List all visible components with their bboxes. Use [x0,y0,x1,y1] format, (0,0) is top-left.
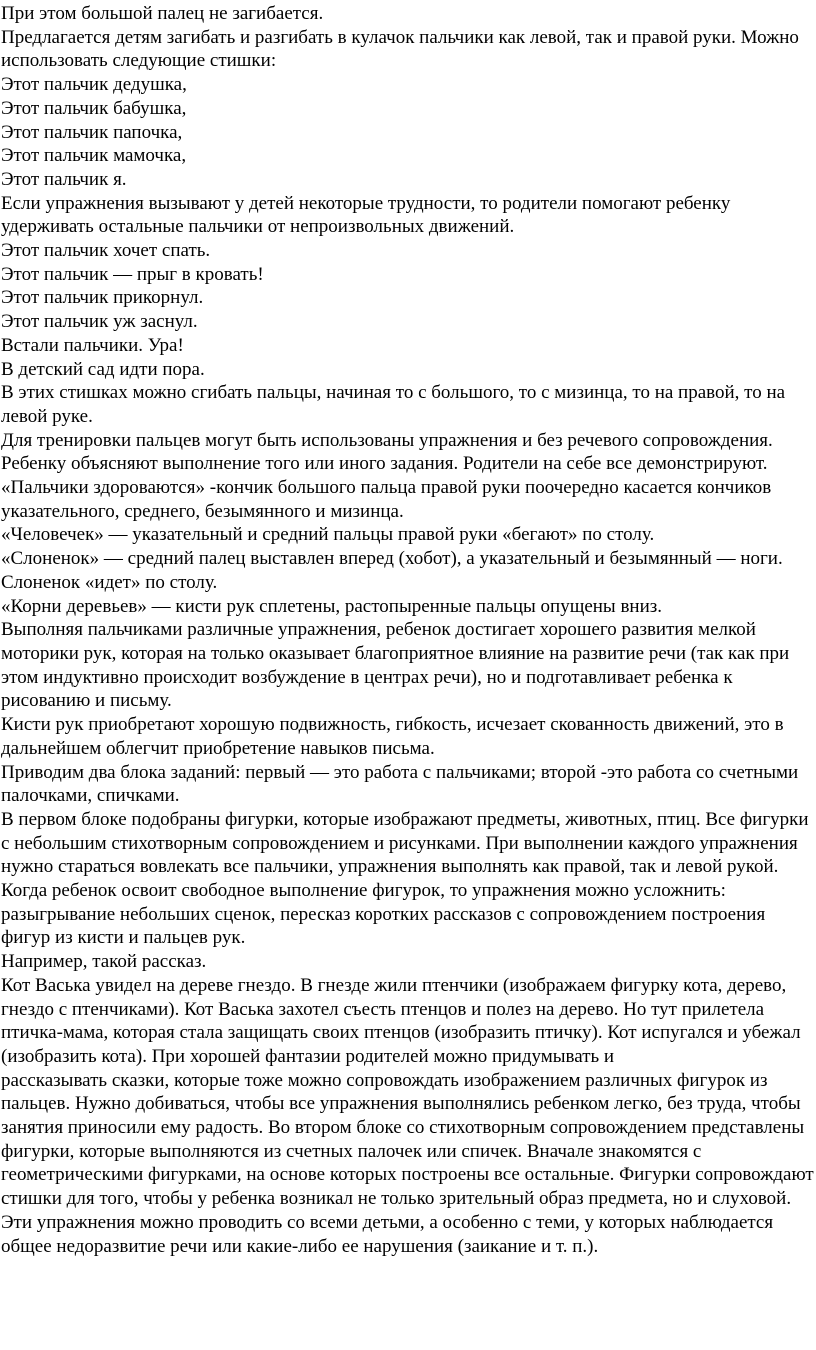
paragraph-7: Кисти рук приобретают хорошую подвижность, гибкость, исчезает скованность движений, это в дальнейшем облегчит приобретение навыков письма. [1,714,784,759]
paragraph-10: Когда ребенок освоит свободное выполнение фигурок, то упражнения можно усложнить: разыгрывание небольших сценок, пересказ коротких рассказов с сопровождением построения фигур из кисти и пальцев рук. [1,880,766,949]
poem2-line-6: В детский сад идти пора. [1,358,205,380]
paragraph-9: В первом блоке подобраны фигурки, которые изображают предметы, животных, птиц. Все фигурки с небольшим стихотворным сопровождением и рисунками. При выполнении каждого упражнения нужно стараться вовлекать все пальчики, упражнения выполнять как правой, так и левой рукой. [1,808,809,878]
story-paragraph: Кот Васька увидел на дереве гнездо. В гнезде жили птенчики (изображаем фигурку кота, дерево, гнездо с птенчиками). Кот Васька захотел съесть птенцов и полез на дерево. Но тут прилетела птичка-мама, которая стала защищать своих птенцов (изобразить птичку). Кот испугался и убежал (изобразить кота). При хорошей фантазии родителей можно придумывать и [1,974,801,1067]
poem-line-4: Этот пальчик мамочка, [1,145,187,167]
paragraph-13: Эти упражнения можно проводить со всеми детьми, а особенно с теми, у которых наблюдается общее недоразвитие речи или какие-либо ее нарушения (заикание и т. п.). [1,1211,774,1257]
poem2-line-4: Этот пальчик уж заснул. [1,311,198,333]
poem-line-2: Этот пальчик бабушка, [1,97,187,119]
paragraph-4: В этих стишках можно сгибать пальцы, начиная то с большого, то с мизинца, то на правой, то на левой руке. [1,382,786,427]
exercise-korni-derevev: «Корни деревьев» — кисти рук сплетены, растопыренные пальцы опущены вниз. [1,595,663,617]
paragraph-1: При этом большой палец не загибается. [1,3,324,24]
exercise-chelovechek: «Человечек» — указательный и средний пальцы правой руки «бегают» по столу. [1,524,655,546]
poem2-line-1: Этот пальчик хочет спать. [1,240,211,262]
exercise-slonenok: «Слоненок» — средний палец выставлен вперед (хобот), а указательный и безымянный — ноги. Слоненок «идет» по столу. [1,548,783,593]
paragraph-6: Выполняя пальчиками различные упражнения, ребенок достигает хорошего развития мелкой моторики рук, которая на только оказывает благоприятное влияние на развитие речи (так как при этом индуктивно происходит возбуждение в центрах речи), но и подготавливает ребенка к рисованию и письму. [1,619,790,712]
paragraph-2: Предлагается детям загибать и разгибать в кулачок пальчики как левой, так и правой руки. Можно использовать следующие стишки: [1,26,799,72]
paragraph-8: Приводим два блока заданий: первый — это работа с пальчиками; второй -это работа со счетными палочками, спичками. [1,761,799,807]
paragraph-11: Например, такой рассказ. [1,951,207,973]
poem-line-3: Этот пальчик папочка, [1,121,183,143]
paragraph-5: Для тренировки пальцев могут быть использованы упражнения и без речевого сопровождения. Ребенку объясняют выполнение того или иного задания. Родители на себе все демонстрируют. «Пальчики здороваются» -кончик большого пальца правой руки поочередно касается кончиков указательного, среднего, безымянного и мизинца. [1,429,773,522]
poem2-line-5: Встали пальчики. Ура! [1,334,184,356]
poem2-line-3: Этот пальчик прикорнул. [1,287,204,309]
poem-line-5: Этот пальчик я. [1,168,127,190]
paragraph-12: рассказывать сказки, которые тоже можно сопровождать изображением различных фигурок из пальцев. Нужно добиваться, чтобы все упражнения выполнялись ребенком легко, без труда, чтобы занятия приносили ему радость. Во втором блоке со стихотворным сопровождением представлены фигурки, которые выполняются из счетных палочек или спичек. Вначале знакомятся с геометрическими фигурками, на основе которых построены все остальные. Фигурки сопровождают стишки для того, чтобы у ребенка возникал не только зрительный образ предмета, но и слуховой. [1,1069,814,1210]
paragraph-3: Если упражнения вызывают у детей некоторые трудности, то родители помогают ребенку удерживать остальные пальчики от непроизвольных движений. [1,192,731,238]
poem-line-1: Этот пальчик дедушка, [1,74,187,96]
poem2-line-2: Этот пальчик — прыг в кровать! [1,263,264,285]
